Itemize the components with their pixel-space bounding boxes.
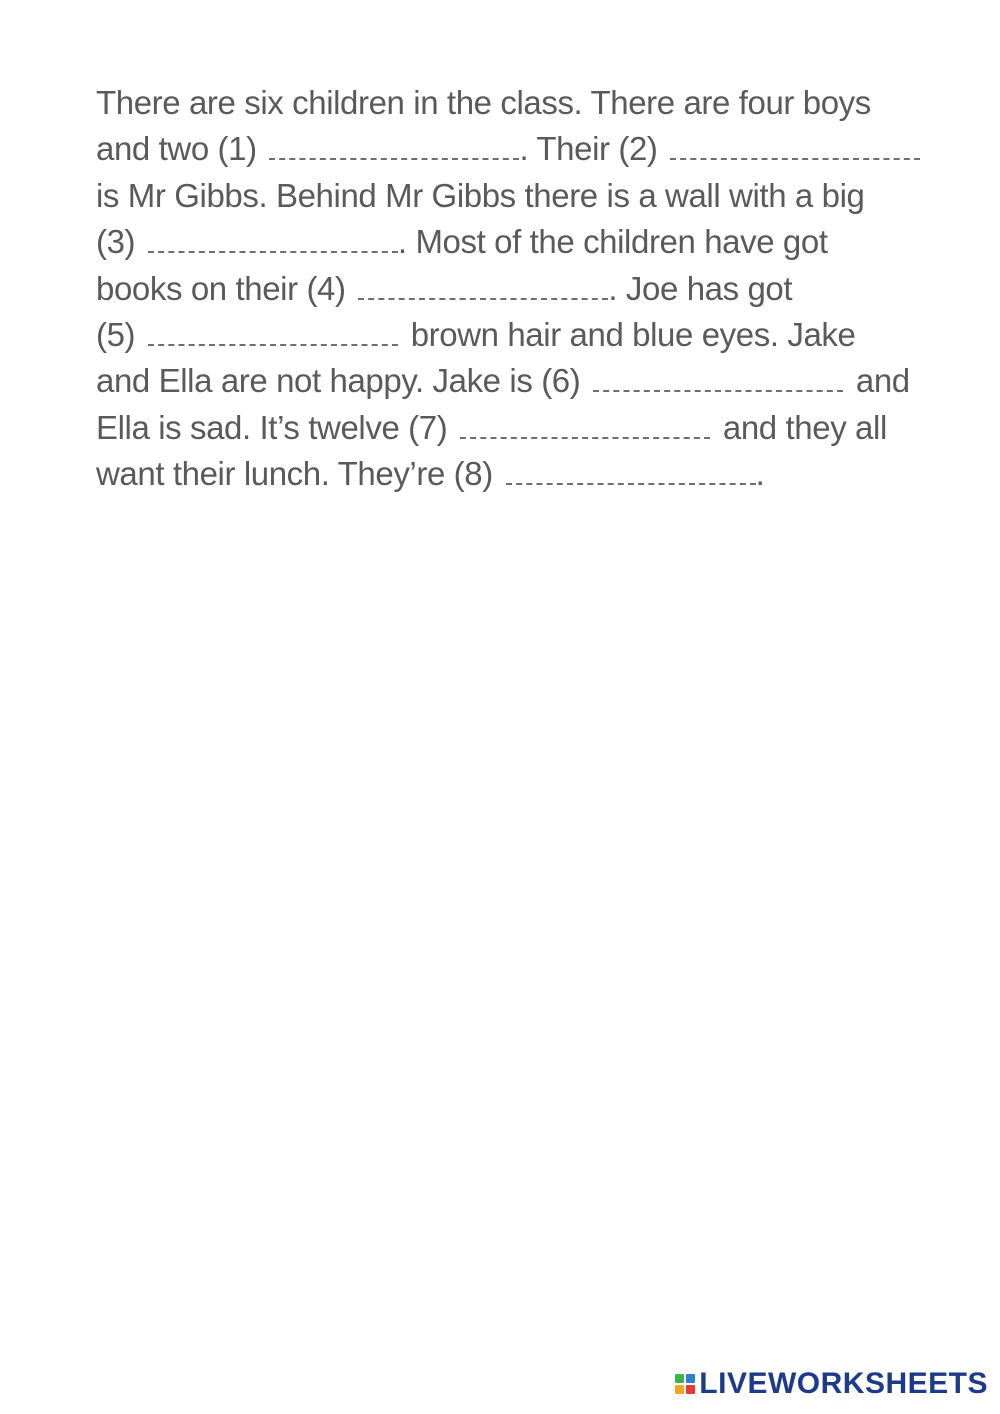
- logo-square: [686, 1374, 695, 1383]
- liveworksheets-logo: [675, 1366, 988, 1402]
- text-line-8: [96, 405, 956, 451]
- text-line-5: [96, 266, 956, 312]
- sentence-text: (5): [96, 315, 136, 353]
- answer-blank-8[interactable]: [506, 453, 756, 485]
- answer-blank-7[interactable]: [460, 407, 710, 439]
- answer-blank-3[interactable]: [148, 221, 398, 253]
- liveworksheets-logo-icon: [675, 1374, 695, 1394]
- sentence-text: and: [855, 362, 910, 400]
- sentence-text: books on their (4): [96, 269, 346, 307]
- sentence-text: (3): [96, 223, 136, 261]
- logo-text: LIVEWORKSHEETS: [699, 1367, 988, 1400]
- logo-square: [675, 1374, 684, 1383]
- sentence-text: . Joe has got: [608, 269, 793, 307]
- text-line-6: [96, 312, 956, 358]
- sentence-text: and two (1): [96, 130, 257, 168]
- text-line-1: [96, 80, 956, 126]
- logo-square: [686, 1385, 695, 1394]
- sentence-text: There are six children in the class. There are four boys: [96, 84, 871, 121]
- sentence-text: Ella is sad. It’s twelve (7): [96, 408, 448, 446]
- sentence-text: is Mr Gibbs. Behind Mr Gibbs there is a wall with a big: [96, 176, 865, 214]
- text-line-3: [96, 173, 956, 219]
- sentence-text: .: [755, 455, 765, 493]
- sentence-text: brown hair and blue eyes. Jake: [410, 315, 856, 353]
- sentence-text: . Their (2): [519, 130, 658, 168]
- answer-blank-5[interactable]: [148, 314, 398, 346]
- logo-square: [675, 1385, 684, 1394]
- answer-blank-1[interactable]: [269, 128, 519, 160]
- text-line-7: [96, 358, 956, 404]
- text-line-4: [96, 219, 956, 265]
- sentence-text: want their lunch. They’re (8): [96, 455, 493, 493]
- text-line-2: [96, 126, 956, 172]
- sentence-text: and Ella are not happy. Jake is (6): [96, 362, 581, 400]
- text-line-9: [96, 451, 956, 497]
- answer-blank-6[interactable]: [593, 360, 843, 392]
- sentence-text: . Most of the children have got: [397, 223, 828, 261]
- answer-blank-2[interactable]: [670, 128, 920, 160]
- sentence-text: and they all: [722, 408, 887, 446]
- answer-blank-4[interactable]: [358, 268, 608, 300]
- worksheet-text: [96, 80, 956, 498]
